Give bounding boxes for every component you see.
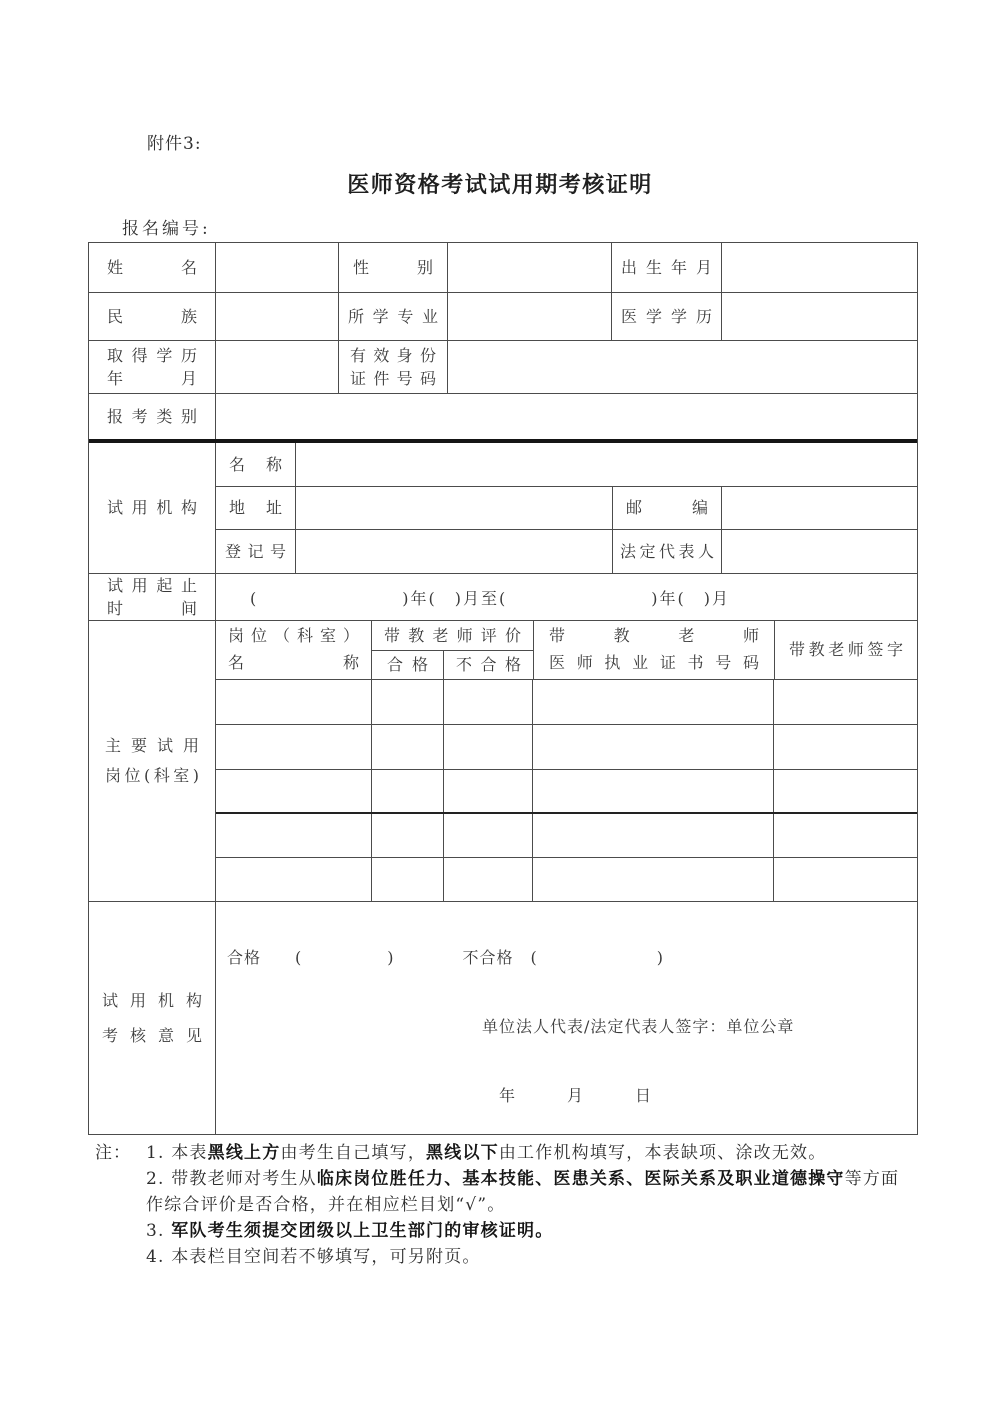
pass-cell (372, 858, 444, 901)
attachment-label: 附件3: (147, 134, 202, 154)
registration-number-label: 报名编号: (122, 219, 211, 239)
footnote-1-bold: 黑线上方 (207, 1143, 281, 1163)
footnote-2-bold: 临床岗位胜任力、基本技能、医患关系、医际关系及职业道德操守 (316, 1169, 845, 1189)
signature-cell (774, 858, 917, 901)
footnote-1 (146, 1140, 915, 1166)
fail-cell (444, 680, 533, 725)
fail-cell (444, 770, 533, 812)
org-postcode-label-cell (613, 487, 722, 530)
teacher-evaluation-header-cell (372, 621, 533, 651)
teacher-cert-header-line2: 医师执业证书号码 (549, 652, 759, 672)
footnotes-label: 注： (95, 1143, 131, 1163)
position-name-header-line1: 岗位（科室） (228, 626, 359, 646)
positions-header-row (216, 621, 917, 680)
position-empty-row (216, 680, 917, 726)
period-value: ( )年( )月至( )年( )月 (250, 588, 730, 608)
graduation-date-label-line2: 年月 (107, 369, 197, 388)
footnotes (95, 1140, 915, 1270)
education-label: 医学学历 (621, 306, 712, 326)
footnote-3-text: 3. (146, 1221, 172, 1241)
positions-section-label-line1: 主要试用 (105, 735, 199, 755)
pass-header: 合格 (387, 655, 428, 675)
fail-cell (444, 858, 533, 901)
graduation-date-label-cell (89, 341, 216, 393)
assessment-row (89, 902, 917, 1134)
teacher-evaluation-header: 带教老师评价 (384, 625, 521, 645)
position-empty-row (216, 770, 917, 814)
assessment-label-line2: 考核意见 (102, 1026, 202, 1045)
education-label-cell (612, 293, 722, 340)
footnote-1-text: 1. 本表 (146, 1143, 208, 1163)
major-label-cell (339, 293, 448, 340)
position-empty-row (216, 814, 917, 859)
pass-cell (372, 680, 444, 725)
footnote-1-text: 由考生自己填写， (280, 1143, 427, 1163)
position-name-cell (216, 680, 372, 725)
cert-cell (533, 858, 774, 901)
org-name-label-cell (216, 443, 296, 486)
org-address-label: 地址 (229, 498, 282, 518)
period-row (89, 574, 917, 621)
positions-section-label-cell (89, 621, 216, 901)
assessment-result-line: 合格 ( ) 不合格 ( ) (227, 948, 664, 967)
gender-label: 性别 (353, 257, 433, 277)
assessment-label-cell (89, 902, 216, 1134)
graduation-date-value-cell (216, 341, 339, 393)
id-number-label-line1: 有效身份 (350, 345, 436, 365)
footnote-3-bold: 军队考生须提交团级以上卫生部门的审核证明。 (171, 1221, 554, 1241)
positions-section (89, 621, 917, 902)
id-number-label-line2: 证件号码 (350, 369, 436, 388)
gender-value-cell (448, 243, 612, 292)
name-label: 姓名 (107, 257, 197, 277)
org-postcode-label: 邮编 (626, 498, 708, 518)
row-category (89, 394, 917, 439)
row-graduation-id (89, 341, 917, 394)
position-name-cell (216, 725, 372, 769)
teacher-evaluation-header-group (372, 621, 534, 679)
teacher-cert-header-line1: 带教老师 (549, 626, 759, 646)
period-label-line1: 试用起止 (107, 575, 197, 595)
name-value-cell (216, 243, 339, 292)
cert-cell (533, 725, 774, 769)
teacher-cert-header-cell (534, 621, 775, 679)
fail-header-cell (444, 651, 533, 679)
assessment-signature-line: 单位法人代表/法定代表人签字：单位公章 (482, 1017, 795, 1036)
row-name (89, 243, 917, 293)
pass-cell (372, 770, 444, 812)
fail-cell (444, 814, 533, 858)
birth-label: 出生年月 (621, 257, 712, 277)
org-name-label: 名称 (229, 454, 282, 474)
row-ethnicity (89, 293, 917, 341)
category-label: 报考类别 (107, 406, 197, 426)
positions-section-label-line2: 岗位(科室) (105, 766, 199, 785)
position-name-header-line2: 名称 (228, 652, 359, 672)
signature-cell (774, 680, 917, 725)
major-label: 所学专业 (348, 306, 438, 326)
footnote-3 (146, 1218, 915, 1244)
org-section-body (216, 443, 917, 573)
org-legal-rep-value-cell (722, 530, 917, 573)
org-regno-row (216, 530, 917, 573)
graduation-date-label-line1: 取得学历 (107, 345, 197, 365)
cert-cell (533, 680, 774, 725)
ethnicity-label: 民族 (107, 306, 197, 326)
pass-cell (372, 814, 444, 858)
period-label-line2: 时间 (107, 599, 197, 618)
org-section (89, 443, 917, 574)
name-label-cell (89, 243, 216, 292)
page-title: 医师资格考试试用期考核证明 (347, 172, 653, 198)
position-name-cell (216, 770, 372, 812)
assessment-form-table (88, 242, 918, 1135)
id-number-label-cell (339, 341, 448, 393)
position-empty-row (216, 725, 917, 770)
assessment-date-line: 年 月 日 (499, 1086, 653, 1105)
teacher-signature-header-cell (775, 621, 917, 679)
org-regno-value-cell (296, 530, 613, 573)
position-name-header-cell (216, 621, 372, 679)
category-value-cell (216, 394, 917, 439)
ethnicity-label-cell (89, 293, 216, 340)
org-address-row (216, 487, 917, 531)
footnote-1-bold: 黑线以下 (426, 1143, 499, 1163)
footnote-1-text: 由工作机构填写，本表缺项、涂改无效。 (498, 1143, 827, 1163)
org-address-value-cell (296, 487, 613, 530)
pass-header-cell (372, 651, 444, 679)
cert-cell (533, 814, 774, 858)
birth-label-cell (612, 243, 722, 292)
org-regno-label: 登记号 (225, 542, 286, 562)
org-name-row (216, 443, 917, 487)
org-regno-label-cell (216, 530, 296, 573)
org-legal-rep-label: 法定代表人 (620, 542, 714, 562)
org-legal-rep-label-cell (613, 530, 722, 573)
ethnicity-value-cell (216, 293, 339, 340)
footnote-4-text: 4. 本表栏目空间若不够填写，可另附页。 (146, 1247, 481, 1267)
id-number-value-cell (448, 341, 917, 393)
position-empty-row (216, 858, 917, 901)
org-name-value-cell (296, 443, 917, 486)
signature-cell (774, 770, 917, 812)
org-address-label-cell (216, 487, 296, 530)
signature-cell (774, 814, 917, 858)
org-postcode-value-cell (722, 487, 917, 530)
footnote-4 (146, 1244, 915, 1270)
period-value-cell (216, 574, 917, 620)
footnotes-body (146, 1140, 915, 1270)
position-name-cell (216, 814, 372, 858)
fail-cell (444, 725, 533, 769)
assessment-label-line1: 试用机构 (102, 990, 202, 1010)
cert-cell (533, 770, 774, 812)
positions-section-body (216, 621, 917, 901)
gender-label-cell (339, 243, 448, 292)
fail-header: 不合格 (456, 655, 521, 675)
evaluation-subheader-row (372, 651, 533, 679)
footnote-2-text: 等方面作综合评价是否合格，并在相应栏目划“√”。 (146, 1169, 900, 1215)
major-value-cell (448, 293, 612, 340)
position-name-cell (216, 858, 372, 901)
category-label-cell (89, 394, 216, 439)
footnote-2-text: 2. 带教老师对考生从 (146, 1169, 317, 1189)
footnote-2 (146, 1166, 915, 1218)
org-section-label-cell (89, 443, 216, 573)
birth-value-cell (722, 243, 917, 292)
assessment-content-cell (216, 902, 917, 1134)
teacher-signature-header: 带教老师签字 (789, 640, 903, 660)
signature-cell (774, 725, 917, 769)
org-section-label: 试用机构 (107, 498, 197, 518)
period-label-cell (89, 574, 216, 620)
education-value-cell (722, 293, 917, 340)
pass-cell (372, 725, 444, 769)
